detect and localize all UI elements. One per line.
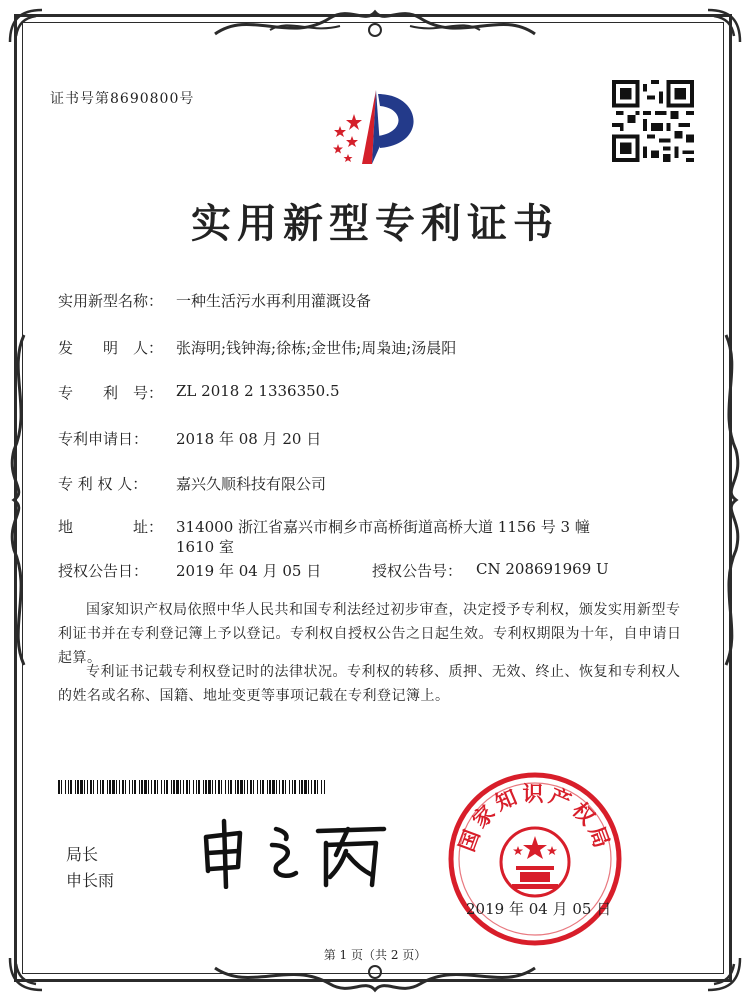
grant-date-label: 授权公告日： [58, 562, 149, 580]
seal-date: 2019 年 04 月 05 日 [466, 900, 612, 918]
inventor-label: 发 明 人： [58, 339, 164, 357]
patent-number-label: 专 利 号： [58, 384, 164, 402]
page-footer: 第 1 页（共 2 页） [323, 948, 427, 962]
filing-date-value: 2018 年 08 月 20 日 [176, 430, 322, 448]
body-paragraph-1: 国家知识产权局依照中华人民共和国专利法经过初步审查，决定授予专利权，颁发实用新型专利证书并在专利登记簿上予以登记。专利权自授权公告之日起生效。专利权期限为十年，自申请日起算。 [58, 602, 682, 666]
top-ornament [210, 4, 540, 48]
certificate-number: 证书号第8690800号 [50, 91, 195, 107]
cnipa-logo-icon [314, 86, 436, 180]
left-ornament [4, 330, 34, 670]
address-line-2: 1610 室 [176, 538, 234, 556]
body-paragraph-2: 专利证书记载专利权登记时的法律状况。专利权的转移、质押、无效、终止、恢复和专利权人的姓名或名称、国籍、地址变更等事项记载在专利登记簿上。 [58, 664, 681, 704]
corner-ornament-tl [6, 6, 46, 46]
corner-ornament-tr [704, 6, 744, 46]
grant-number-value: CN 208691969 U [476, 560, 609, 578]
grant-number-label: 授权公告号： [372, 562, 463, 580]
utility-model-name-value: 一种生活污水再利用灌溉设备 [176, 292, 372, 310]
patentee-label: 专 利 权 人： [58, 475, 148, 493]
grant-date-value: 2019 年 04 月 05 日 [176, 562, 322, 580]
barcode-icon [58, 780, 328, 794]
director-title: 局长 [66, 845, 99, 864]
seal-text: 国家知识产权局 [454, 781, 616, 855]
handwritten-signature [196, 815, 392, 889]
bottom-ornament [210, 958, 540, 998]
utility-model-name-label: 实用新型名称： [58, 292, 164, 310]
right-ornament [716, 330, 746, 670]
qr-code-icon[interactable] [612, 80, 694, 162]
official-seal-icon [446, 770, 624, 948]
inventor-value: 张海明;钱钟海;徐栋;金世伟;周枭迪;汤晨阳 [176, 339, 457, 357]
address-label: 地 址： [58, 518, 164, 536]
address-line-1: 314000 浙江省嘉兴市桐乡市高桥街道高桥大道 1156 号 3 幢 [176, 518, 590, 536]
patent-number-value: ZL 2018 2 1336350.5 [176, 382, 340, 400]
certificate-title: 实用新型专利证书 [191, 200, 559, 247]
filing-date-label: 专利申请日： [58, 430, 149, 448]
patentee-value: 嘉兴久顺科技有限公司 [176, 475, 327, 493]
director-name: 申长雨 [66, 871, 115, 890]
